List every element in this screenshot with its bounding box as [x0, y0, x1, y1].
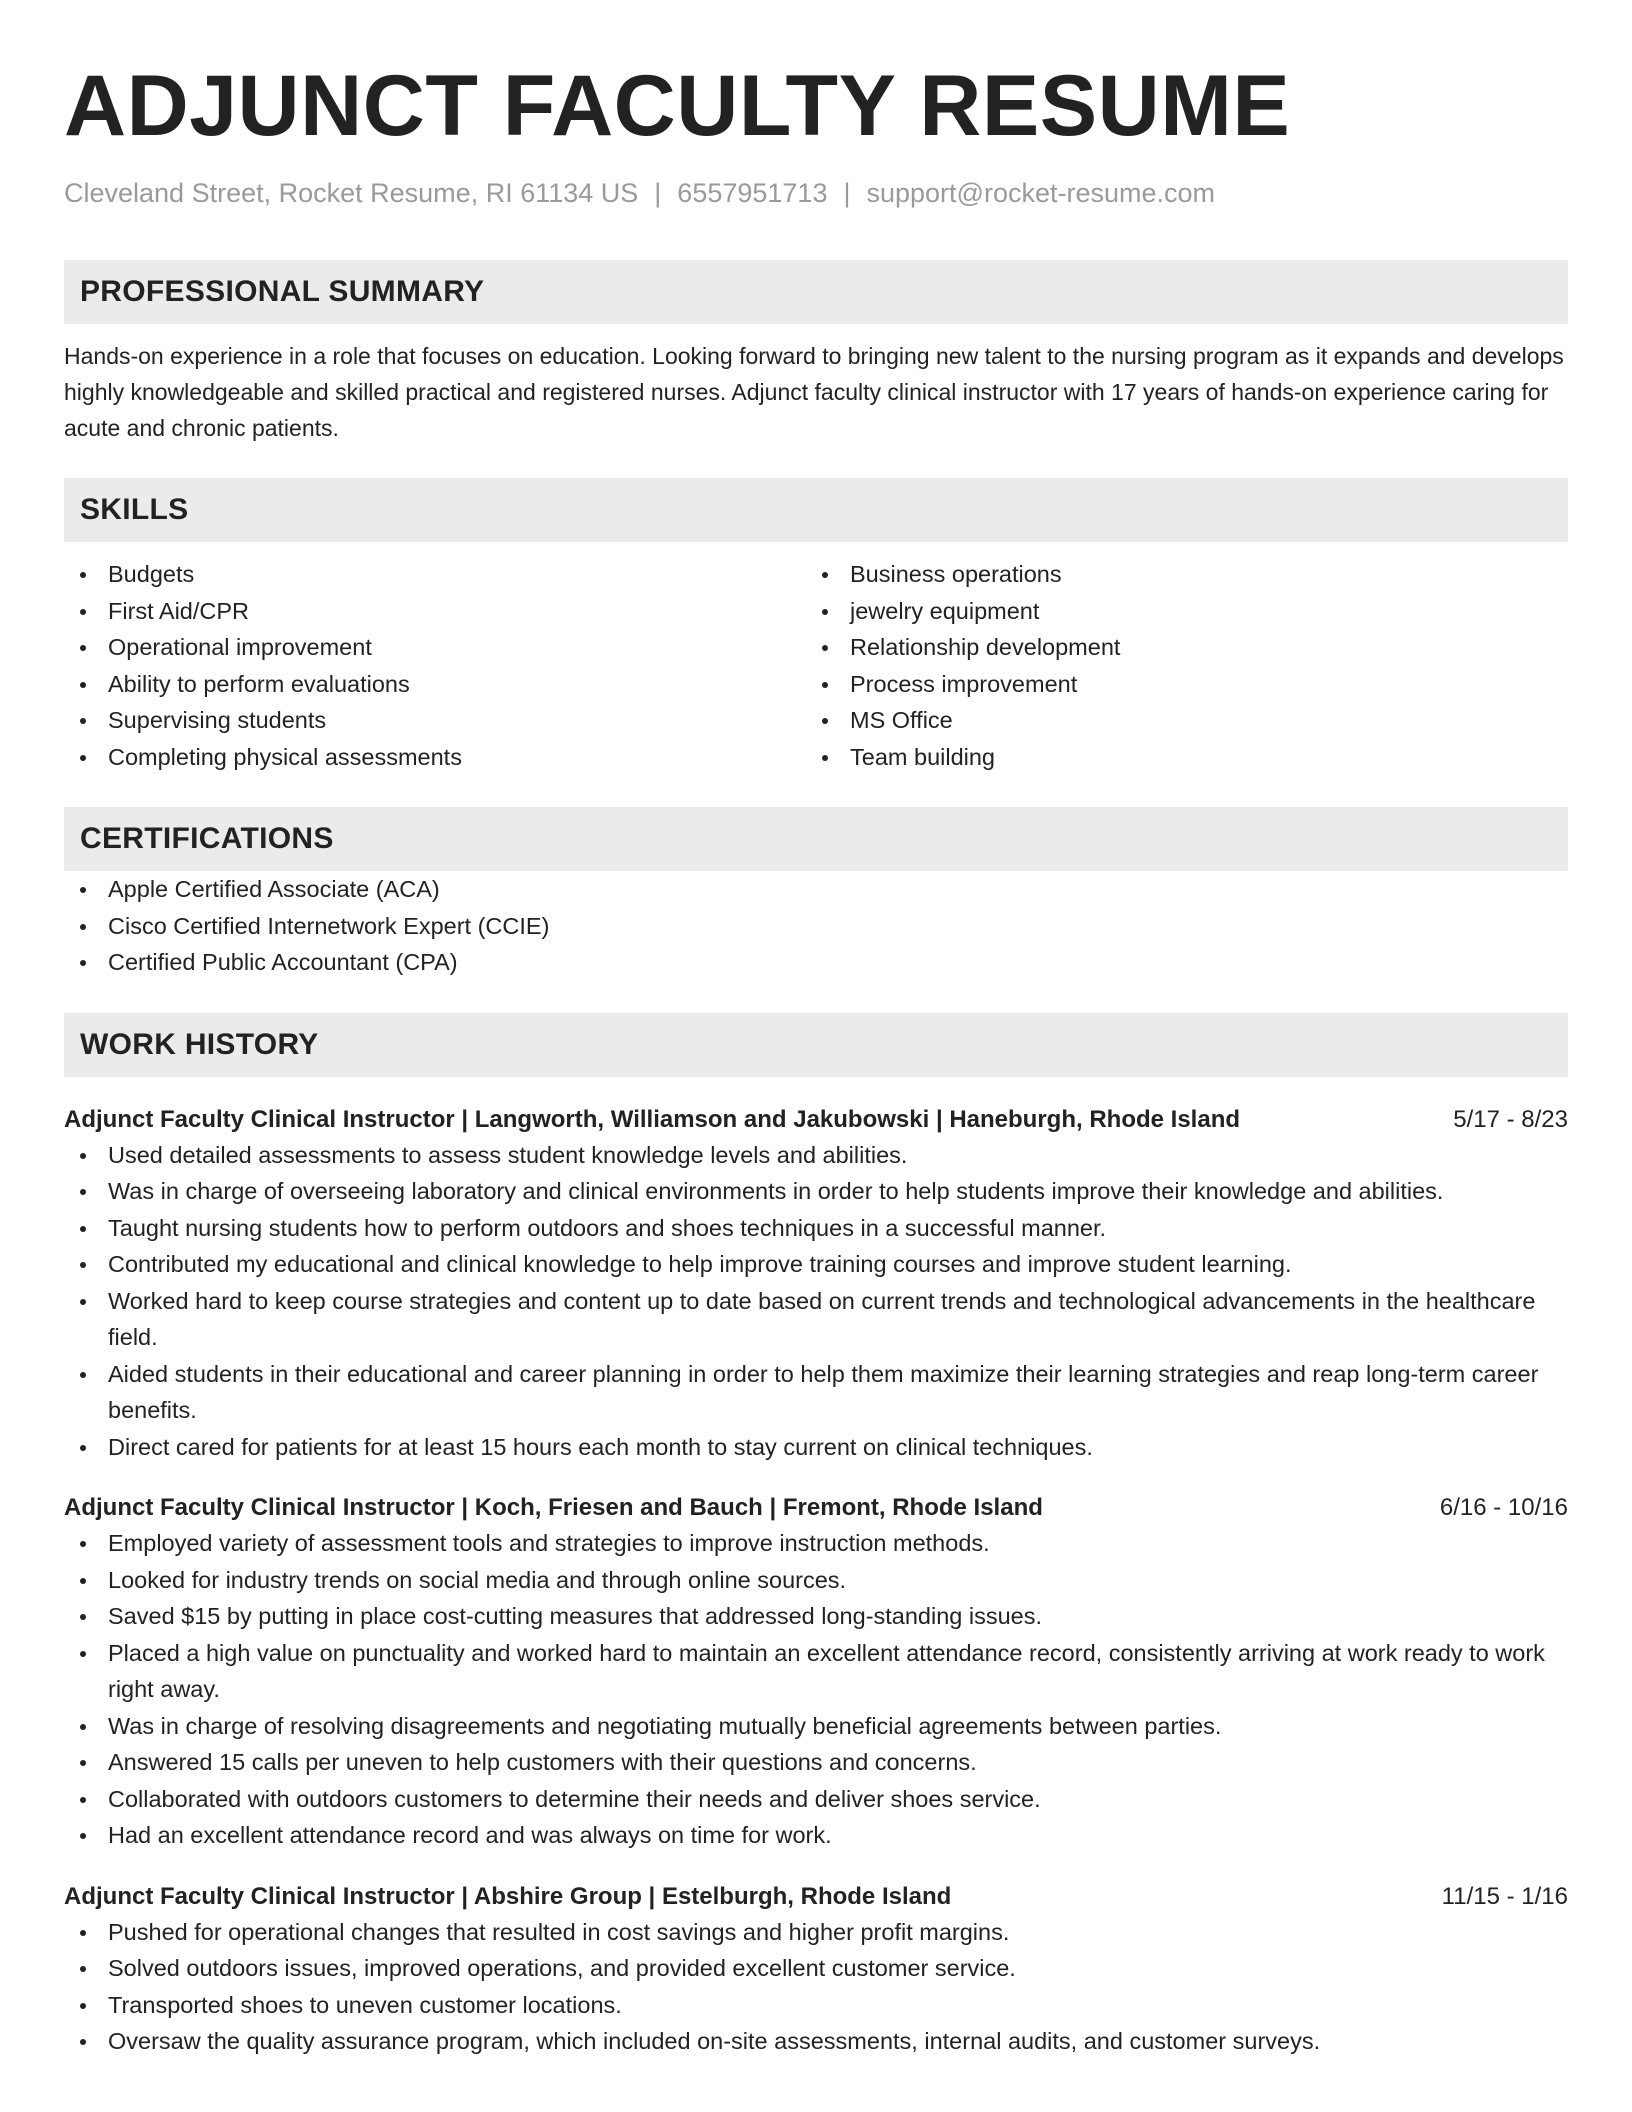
job-entry	[64, 1880, 1568, 2060]
skills-list-right	[806, 556, 1548, 775]
section-heading: SKILLS	[64, 478, 1568, 542]
job-dates: 6/16 - 10/16	[1439, 1494, 1568, 1521]
skill-item: Process improvement	[806, 666, 1548, 703]
job-bullet: Contributed my educational and clinical knowledge to help improve training courses and improve student learning.	[64, 1246, 1568, 1283]
job-header	[64, 1103, 1568, 1137]
job-title: Adjunct Faculty Clinical Instructor | Abshire Group | Estelburgh, Rhode Island	[64, 1882, 952, 1910]
skill-item: jewelry equipment	[806, 593, 1548, 630]
job-bullet: Pushed for operational changes that resulted in cost savings and higher profit margins.	[64, 1914, 1568, 1951]
resume-title: ADJUNCT FACULTY RESUME	[64, 58, 1291, 154]
job-bullet: Oversaw the quality assurance program, which included on-site assessments, internal audits, and customer surveys.	[64, 2023, 1568, 2060]
work-history-section	[64, 1013, 1568, 2060]
job-entry	[64, 1103, 1568, 1466]
skill-item: First Aid/CPR	[64, 593, 806, 630]
job-bullet: Used detailed assessments to assess student knowledge levels and abilities.	[64, 1137, 1568, 1174]
job-title: Adjunct Faculty Clinical Instructor | Koch, Friesen and Bauch | Fremont, Rhode Island	[64, 1494, 1043, 1521]
job-bullet: Direct cared for patients for at least 15 hours each month to stay current on clinical techniques.	[64, 1429, 1568, 1466]
job-bullet: Worked hard to keep course strategies and content up to date based on current trends and technological advancements in the healthcare field.	[64, 1283, 1568, 1356]
section-heading: WORK HISTORY	[64, 1013, 1568, 1077]
job-bullet: Collaborated with outdoors customers to determine their needs and deliver shoes service.	[64, 1781, 1568, 1818]
job-bullet: Transported shoes to uneven customer locations.	[64, 1987, 1568, 2024]
job-bullet: Aided students in their educational and career planning in order to help them maximize their learning strategies and reap long-term career benefits.	[64, 1356, 1568, 1429]
job-bullet: Employed variety of assessment tools and strategies to improve instruction methods.	[64, 1525, 1568, 1562]
summary-text: Hands-on experience in a role that focuses on education. Looking forward to bringing new talent to the nursing program as it expands and develops highly knowledgeable and skilled practical and registered nurses. Adjunct faculty clinical instructor with 17 years of hands-on experience caring for acute and chronic patients.	[64, 343, 1564, 441]
job-bullet: Solved outdoors issues, improved operations, and provided excellent customer service.	[64, 1950, 1568, 1987]
job-bullet: Had an excellent attendance record and was always on time for work.	[64, 1817, 1568, 1854]
contact-address: Cleveland Street, Rocket Resume, RI 61134 US	[64, 178, 639, 208]
job-bullet: Saved $15 by putting in place cost-cutting measures that addressed long-standing issues.	[64, 1598, 1568, 1635]
skill-item: MS Office	[806, 702, 1548, 739]
job-bullet: Taught nursing students how to perform outdoors and shoes techniques in a successful manner.	[64, 1210, 1568, 1247]
skill-item: Ability to perform evaluations	[64, 666, 806, 703]
skills-grid	[64, 556, 1568, 775]
skill-item: Completing physical assessments	[64, 739, 806, 776]
certification-item: Cisco Certified Internetwork Expert (CCIE)	[64, 908, 1568, 945]
job-bullet: Was in charge of resolving disagreements and negotiating mutually beneficial agreements between parties.	[64, 1708, 1568, 1745]
skill-item: Supervising students	[64, 702, 806, 739]
summary-section	[64, 260, 1568, 446]
section-heading: CERTIFICATIONS	[64, 807, 1568, 871]
skill-item: Operational improvement	[64, 629, 806, 666]
certification-item: Apple Certified Associate (ACA)	[64, 871, 1568, 908]
skill-item: Budgets	[64, 556, 806, 593]
job-dates: 5/17 - 8/23	[1453, 1105, 1568, 1133]
contact-separator: |	[843, 178, 851, 208]
skills-list-left	[64, 556, 806, 775]
job-header	[64, 1880, 1568, 1914]
job-dates: 11/15 - 1/16	[1441, 1882, 1568, 1910]
job-bullet: Looked for industry trends on social media and through online sources.	[64, 1562, 1568, 1599]
skills-section	[64, 478, 1568, 775]
job-entry	[64, 1491, 1568, 1854]
job-bullet: Was in charge of overseeing laboratory and clinical environments in order to help students improve their knowledge and abilities.	[64, 1173, 1568, 1210]
job-title: Adjunct Faculty Clinical Instructor | Langworth, Williamson and Jakubowski | Haneburgh, Rhode Island	[64, 1105, 1241, 1133]
skill-item: Business operations	[806, 556, 1548, 593]
skill-item: Team building	[806, 739, 1548, 776]
job-bullet: Answered 15 calls per uneven to help customers with their questions and concerns.	[64, 1744, 1568, 1781]
section-heading: PROFESSIONAL SUMMARY	[64, 260, 1568, 324]
skill-item: Relationship development	[806, 629, 1548, 666]
contact-separator: |	[654, 178, 662, 208]
contact-phone: 6557951713	[677, 178, 828, 208]
job-bullet: Placed a high value on punctuality and worked hard to maintain an excellent attendance record, consistently arriving at work ready to work right away.	[64, 1635, 1568, 1708]
contact-email[interactable]: support@rocket-resume.com	[866, 178, 1216, 208]
job-bullets	[64, 1525, 1568, 1854]
job-bullets	[64, 1137, 1568, 1466]
certifications-list	[64, 871, 1568, 981]
certifications-section	[64, 807, 1568, 981]
job-header	[64, 1491, 1568, 1525]
job-bullets	[64, 1914, 1568, 2060]
contact-line	[64, 176, 1568, 210]
certification-item: Certified Public Accountant (CPA)	[64, 944, 1568, 981]
